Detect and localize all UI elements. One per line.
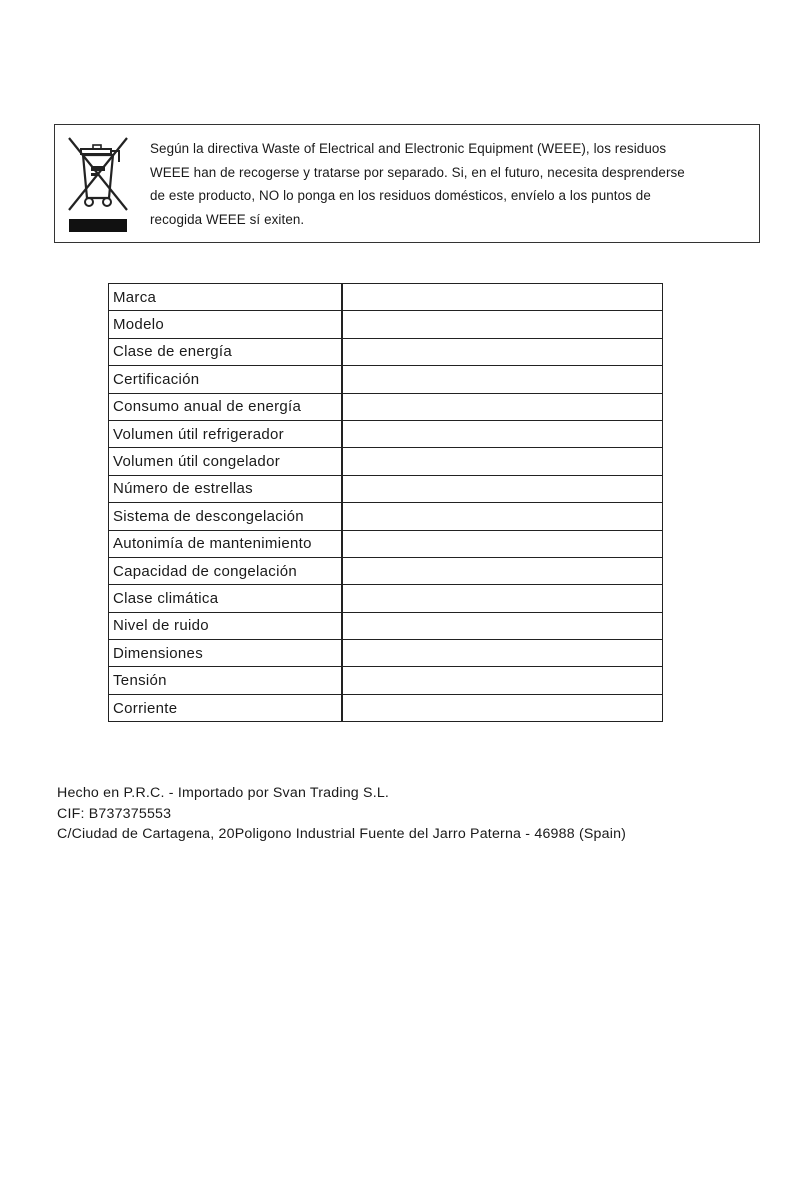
origin-importer-line: Hecho en P.R.C. - Importado por Svan Trading S.L. — [57, 785, 390, 801]
spec-label: Tensión — [109, 667, 342, 694]
spec-label: Volumen útil congelador — [109, 448, 342, 475]
table-row — [109, 530, 663, 557]
table-row — [109, 667, 663, 694]
spec-value — [342, 503, 663, 530]
spec-label: Modelo — [109, 311, 342, 338]
weee-notice-text — [150, 137, 755, 231]
weee-notice-line: Según la directiva Waste of Electrical and Electronic Equipment (WEEE), los residuos — [150, 141, 667, 156]
spec-label: Dimensiones — [109, 640, 342, 667]
table-row — [109, 557, 663, 584]
spec-value — [342, 557, 663, 584]
table-row — [109, 284, 663, 311]
spec-label: Volumen útil refrigerador — [109, 420, 342, 447]
table-row — [109, 585, 663, 612]
spec-value — [342, 284, 663, 311]
spec-value — [342, 667, 663, 694]
weee-notice-line: WEEE han de recogerse y tratarse por separado. Si, en el futuro, necesita desprenderse — [150, 164, 685, 180]
spec-label: Consumo anual de energía — [109, 393, 342, 420]
spec-value — [342, 475, 663, 502]
spec-value — [342, 393, 663, 420]
table-row — [109, 338, 663, 365]
spec-value — [342, 612, 663, 639]
weee-notice-box — [54, 124, 760, 243]
spec-label: Marca — [109, 284, 342, 311]
spec-label: Clase climática — [109, 585, 342, 612]
cif-line: CIF: B737375553 — [57, 805, 172, 822]
spec-label: Sistema de descongelación — [109, 503, 342, 530]
spec-label: Certificación — [109, 366, 342, 393]
table-row — [109, 311, 663, 338]
table-row — [109, 640, 663, 667]
table-row — [109, 448, 663, 475]
spec-value — [342, 694, 663, 721]
spec-label: Capacidad de congelación — [109, 557, 342, 584]
table-row — [109, 393, 663, 420]
importer-footer — [57, 783, 626, 845]
table-row — [109, 420, 663, 447]
spec-value — [342, 311, 663, 338]
spec-label: Autonimía de mantenimiento — [109, 530, 342, 557]
spec-label: Nivel de ruido — [109, 612, 342, 639]
table-row — [109, 475, 663, 502]
spec-value — [342, 585, 663, 612]
weee-notice-line: de este producto, NO lo ponga en los residuos domésticos, envíelo a los puntos de — [150, 188, 651, 203]
spec-value — [342, 530, 663, 557]
table-row — [109, 612, 663, 639]
spec-label: Corriente — [109, 694, 342, 721]
address-line: C/Ciudad de Cartagena, 20Poligono Industrial Fuente del Jarro Paterna - 46988 (Spain) — [57, 826, 627, 842]
specifications-table — [108, 283, 663, 722]
spec-value — [342, 338, 663, 365]
spec-value — [342, 448, 663, 475]
crossed-out-wheelie-bin-icon — [65, 136, 131, 234]
spec-value — [342, 420, 663, 447]
table-row — [109, 366, 663, 393]
spec-value — [342, 640, 663, 667]
table-row — [109, 694, 663, 721]
spec-label: Número de estrellas — [109, 475, 342, 502]
spec-value — [342, 366, 663, 393]
table-row — [109, 503, 663, 530]
spec-label: Clase de energía — [109, 338, 342, 365]
weee-notice-line: recogida WEEE sí exiten. — [150, 211, 305, 227]
